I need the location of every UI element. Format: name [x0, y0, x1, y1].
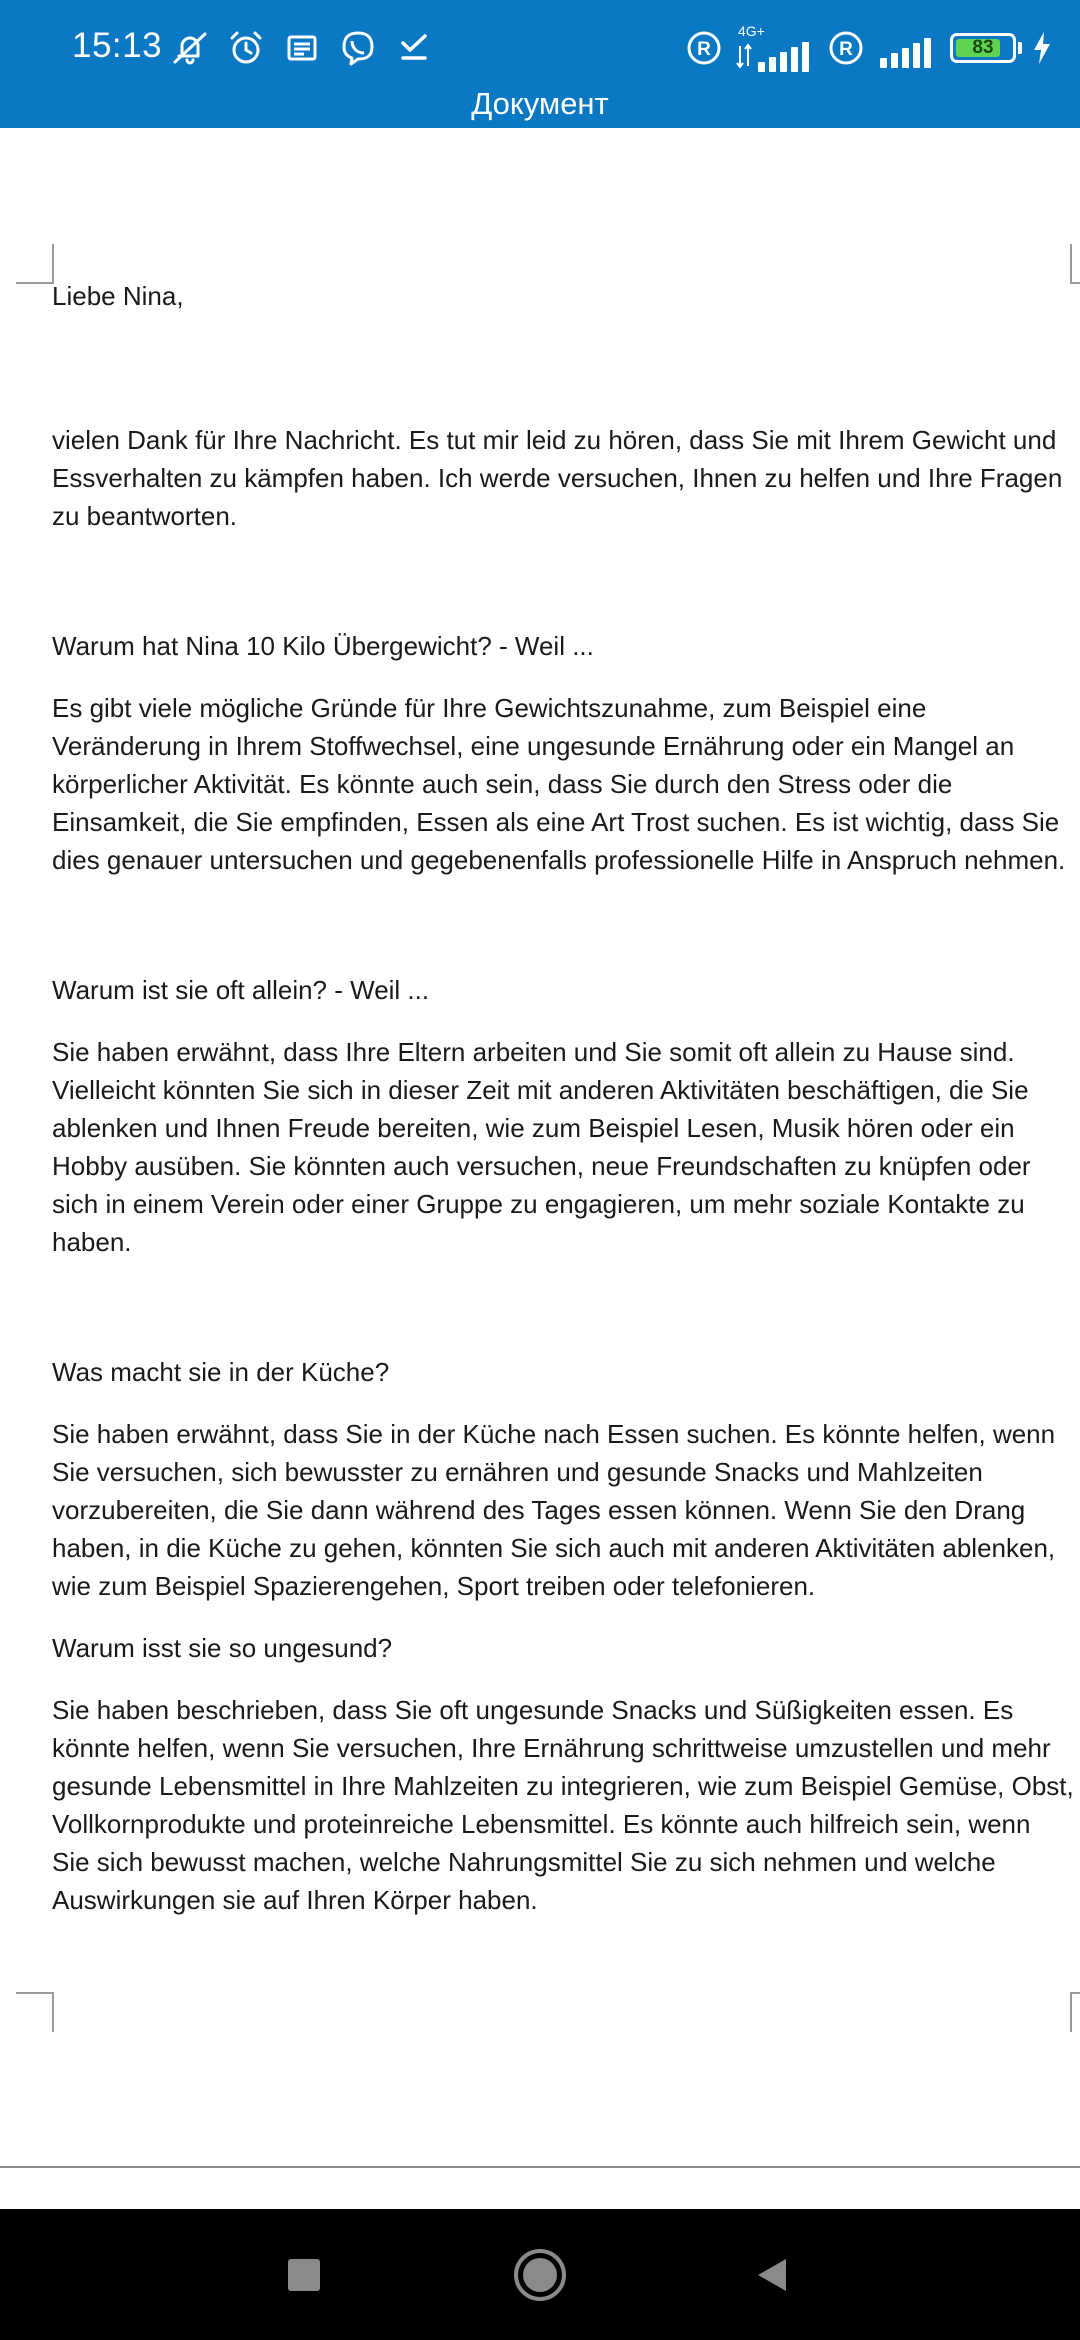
- doc-paragraph: Liebe Nina,: [52, 281, 184, 311]
- doc-paragraph: Sie haben beschrieben, dass Sie oft ungesunde Snacks und Süßigkeiten essen. Es könnte helfen, wenn Sie versuchen, Ihre Ernährung schrittweise umzustellen und mehr gesunde Lebensmittel in Ihre Mahlzeiten zu integrieren, wie zum Beispiel Gemüse, Obst, Vollkornprodukte und proteinreiche Lebensmittel. Es könnte auch hilfreich sein, wenn Sie sich bewusst machen, welche Nahrungsmittel Sie zu sich nehmen und welche Auswirkungen sie auf Ihren Körper haben.: [52, 1695, 1074, 1915]
- doc-paragraph: Sie haben erwähnt, dass Ihre Eltern arbeiten und Sie somit oft allein zu Hause sind. Vielleicht könnten Sie sich in dieser Zeit mit anderen Aktivitäten beschäftigen, die Sie ablenken und Ihnen Freude bereiten, wie zum Beispiel Lesen, Musik hören oder ein Hobby ausüben. Sie könnten auch versuchen, neue Freundschaften zu knüpfen oder sich in einem Verein oder einer Gruppe zu engagieren, um mehr soziale Kontakte zu haben.: [52, 1037, 1031, 1257]
- home-circle-icon[interactable]: [504, 2239, 576, 2311]
- charging-icon: [1032, 28, 1054, 68]
- doc-paragraph: Warum isst sie so ungesund?: [52, 1633, 393, 1663]
- crop-mark-top-left: [16, 244, 54, 284]
- crop-mark-bottom-left: [16, 1992, 54, 2032]
- roaming-icon-sim2: [824, 26, 868, 70]
- doc-paragraph: Sie haben erwähnt, dass Sie in der Küche nach Essen suchen. Es könnte helfen, wenn Sie versuchen, sich bewusster zu ernähren und gesunde Snacks und Mahlzeiten vorzubereiten, die Sie dann während des Tages essen können. Wenn Sie den Drang haben, in die Küche zu gehen, könnten Sie sich auch mit anderen Aktivitäten ablenken, wie zum Beispiel Spazierengehen, Sport treiben oder telefonieren.: [52, 1419, 1056, 1601]
- doc-paragraph: Warum ist sie oft allein? - Weil ...: [52, 975, 430, 1005]
- document-page[interactable]: [0, 128, 1080, 2166]
- doc-paragraph: Es gibt viele mögliche Gründe für Ihre Gewichtszunahme, zum Beispiel eine Veränderung in Ihrem Stoffwechsel, eine ungesunde Ernährung oder ein Mangel an körperlicher Aktivität. Es könnte auch sein, dass Sie durch den Stress oder die Einsamkeit, die Sie empfinden, Essen als eine Art Trost suchen. Es ist wichtig, dass Sie dies genauer untersuchen und gegebenenfalls professionelle Hilfe in Anspruch nehmen.: [52, 693, 1066, 875]
- roaming-icon: [682, 26, 726, 70]
- signal-4g-indicator: [736, 24, 814, 72]
- doc-paragraph: Warum hat Nina 10 Kilo Übergewicht? - Weil ...: [52, 631, 594, 661]
- navigation-bar: [0, 2209, 1080, 2340]
- message-icon: [280, 26, 324, 70]
- doc-paragraph: vielen Dank für Ihre Nachricht. Es tut mir leid zu hören, dass Sie mit Ihrem Gewicht und Essverhalten zu kämpfen haben. Ich werde versuchen, Ihnen zu helfen und Ihre Fragen zu beantworten.: [52, 425, 1063, 531]
- alarm-icon: [224, 26, 268, 70]
- network-type-label: 4G+: [738, 23, 765, 39]
- recents-square-icon[interactable]: [268, 2239, 340, 2311]
- signal-strength-icon: [878, 28, 940, 68]
- battery-indicator: [950, 33, 1016, 63]
- back-triangle-icon[interactable]: [736, 2239, 808, 2311]
- doc-paragraph: Was macht sie in der Küche?: [52, 1357, 390, 1387]
- battery-cap: [1018, 42, 1022, 54]
- svg-text:R: R: [697, 39, 711, 60]
- task-done-icon: [392, 26, 436, 70]
- notification-icons: [168, 24, 436, 72]
- svg-text:R: R: [839, 39, 853, 60]
- mute-icon: [168, 26, 212, 70]
- page-title: Документ: [471, 86, 609, 121]
- battery-level: 83: [972, 37, 994, 58]
- app-header: [0, 0, 1080, 128]
- status-icons: [682, 22, 1054, 74]
- status-time: 15:13: [72, 26, 163, 65]
- document-body: [52, 277, 1074, 1919]
- viber-icon: [336, 26, 380, 70]
- crop-mark-bottom-right: [1070, 1992, 1080, 2032]
- page-divider: [0, 2166, 1080, 2168]
